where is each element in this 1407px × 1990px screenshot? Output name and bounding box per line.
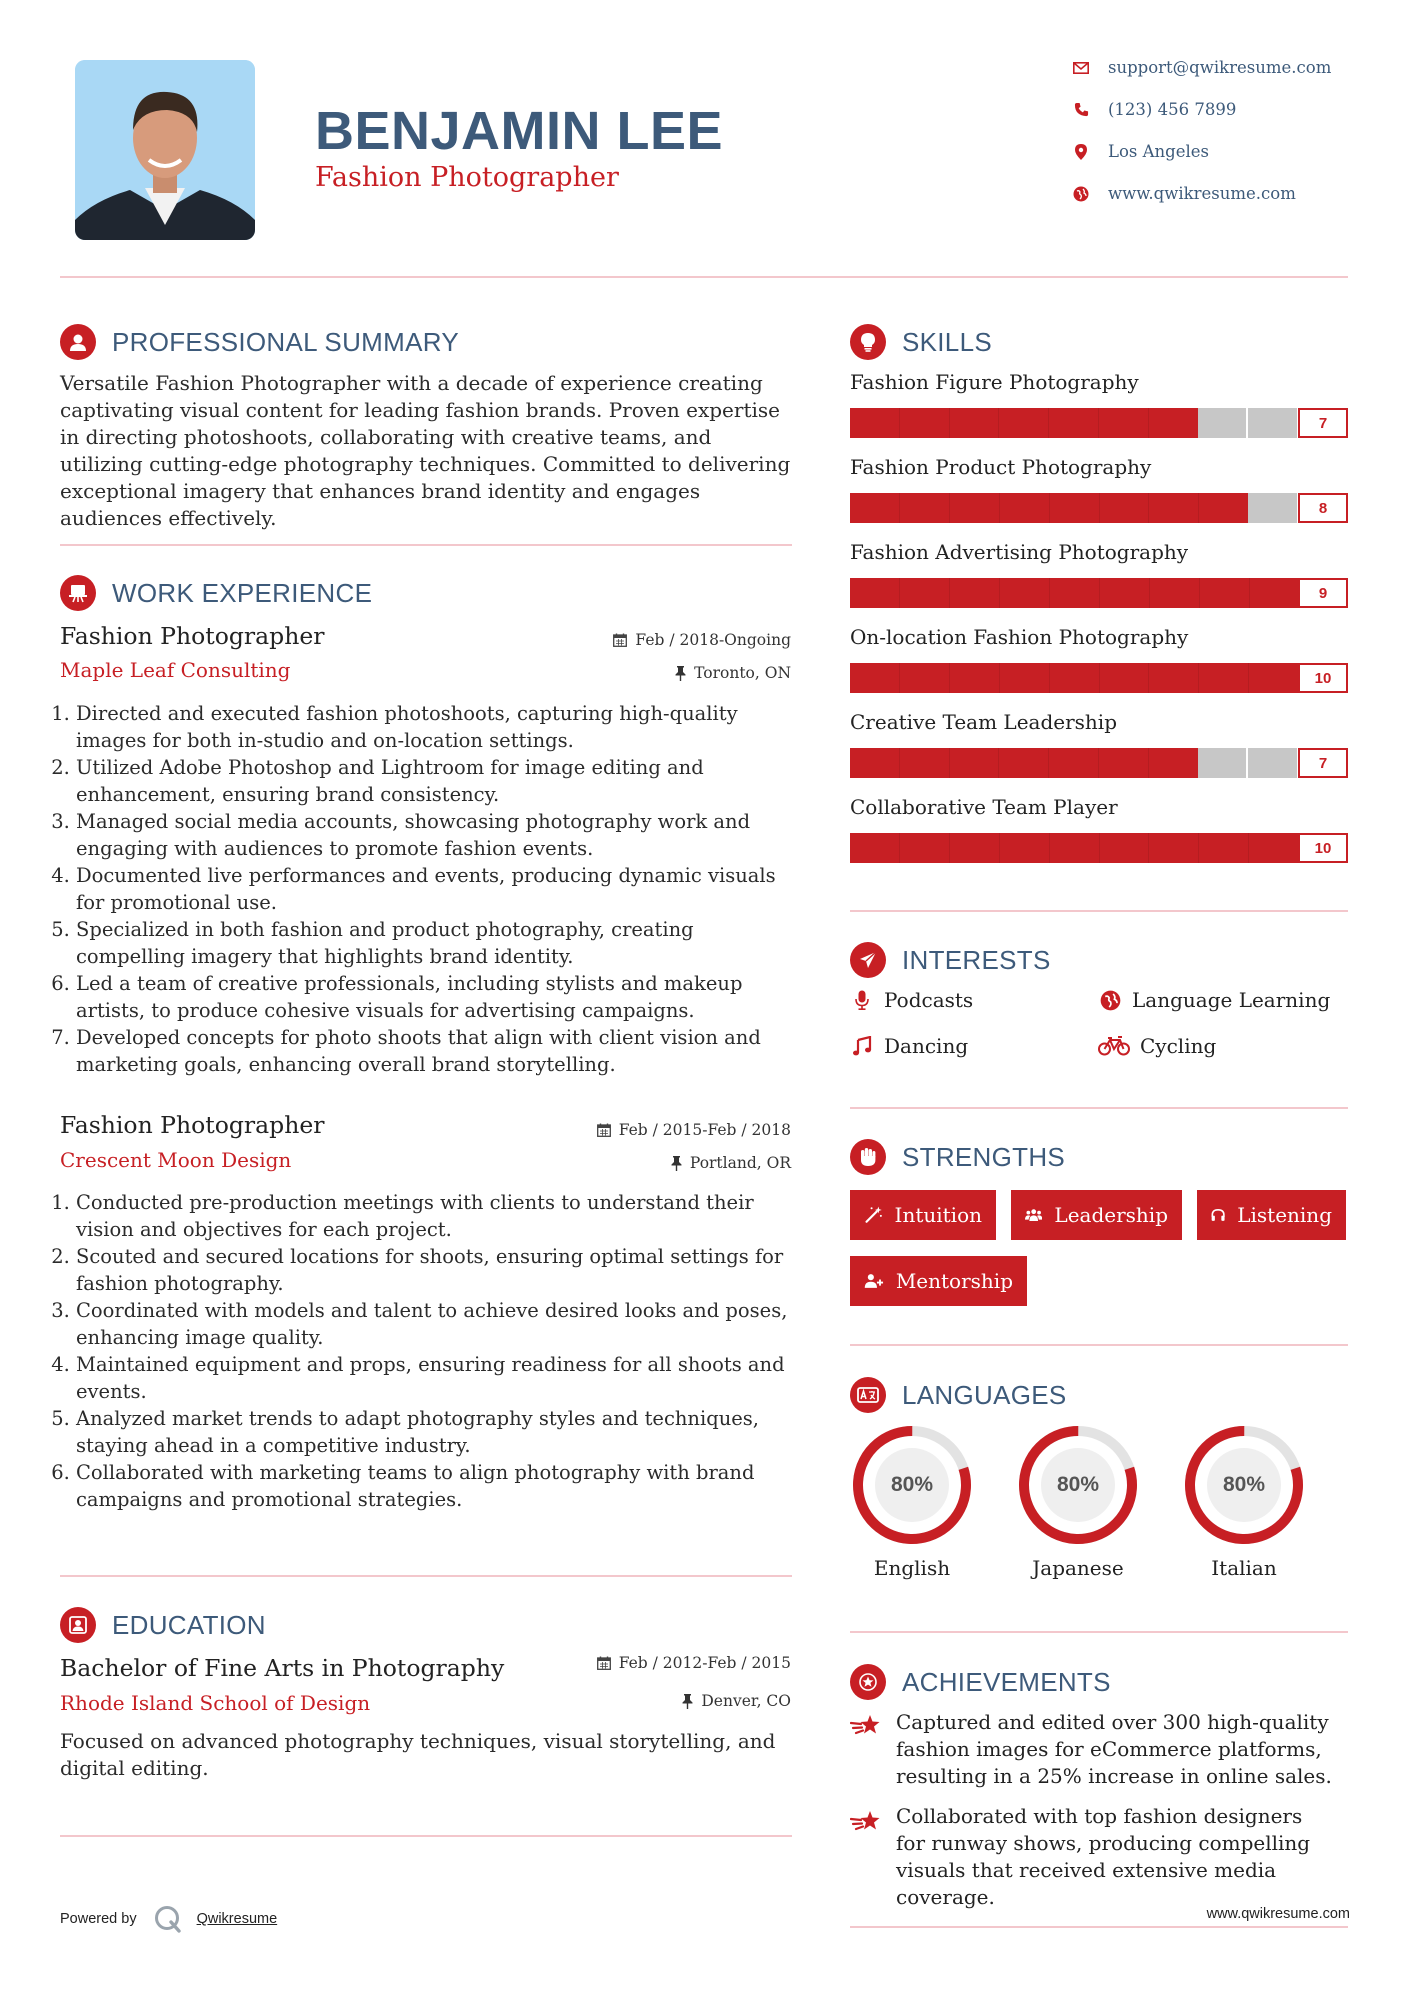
header-divider [60,276,1348,278]
summary-text: Versatile Fashion Photographer with a decade of experience creating captivating visual content for leading fashion brands. Proven expertise in directing photoshoots, collaborating with creative teams, and utilizing cutting-edge photography techniques. Committed to delivering exceptional imagery that enhances brand identity and engages audiences effectively. [60,371,791,530]
skill-segment-filled [1148,833,1198,863]
skills-heading: SKILLS [850,324,992,360]
qwikresume-logo-icon [153,1904,183,1934]
skill-segment-filled [1099,493,1149,523]
presentation-icon [60,575,96,611]
location-text: Los Angeles [1108,142,1209,161]
user-icon [60,324,96,360]
skill-bar [850,493,1348,523]
languages-heading: LANGUAGES [850,1377,1067,1413]
job-2-company: Crescent Moon Design [60,1148,292,1172]
skill-level-value: 7 [1298,748,1348,778]
envelope-icon [1072,59,1090,77]
contact-phone[interactable] [1072,100,1372,119]
skill-bar [850,663,1348,693]
skill-segment-filled [998,748,1048,778]
list-item: 2. Utilized Adobe Photoshop and Lightroom for image editing and enhancement, ensuring brand consistency. [76,754,793,808]
education-divider [60,1835,792,1837]
skill-segment-filled [899,833,949,863]
list-item: 5. Specialized in both fashion and product photography, creating compelling imagery that highlights brand identity. [76,916,793,970]
skill-segment-filled [850,578,899,608]
skill-bar [850,748,1348,778]
language-name: Italian [1211,1556,1277,1580]
skill-segment-filled [1199,578,1249,608]
lightbulb-icon [850,324,886,360]
candidate-name: BENJAMIN LEE [315,101,724,161]
skill-segment-filled [999,493,1049,523]
music-note-icon [850,1036,874,1056]
job-2-title: Fashion Photographer [60,1111,325,1139]
skill-segment-filled [1048,408,1098,438]
education-dates: Feb / 2012-Feb / 2015 [541,1654,791,1672]
skill-segment-filled [1249,578,1299,608]
qwikresume-link[interactable]: Qwikresume [196,1911,278,1927]
strength-badge-listening: Listening [1197,1190,1346,1240]
skill-segment-filled [949,493,999,523]
microphone-icon [850,990,874,1010]
skill-name: Collaborative Team Player [850,795,1118,819]
skills-divider [850,910,1348,912]
summary-divider [60,544,792,546]
globe-icon [1098,990,1122,1011]
skill-segment-filled [1198,663,1248,693]
skill-segment-filled [1049,578,1099,608]
skill-level-value: 8 [1298,493,1348,523]
job-1-title: Fashion Photographer [60,622,325,650]
languages-divider [850,1631,1348,1633]
strength-badge-mentorship: Mentorship [850,1256,1027,1306]
skill-name: Fashion Figure Photography [850,370,1139,394]
skill-segment-filled [1149,578,1199,608]
skill-segment-filled [1148,748,1198,778]
pushpin-icon [682,1694,693,1709]
users-icon [1025,1205,1042,1225]
language-icon [850,1377,886,1413]
language-ring [850,1423,974,1547]
list-item: 6. Led a team of creative professionals, including stylists and makeup artists, to produce cohesive visuals for advertising campaigns. [76,970,793,1024]
footer-divider [850,1926,1348,1928]
contact-website[interactable] [1072,184,1372,203]
skill-segment-empty [1248,408,1297,438]
interests-heading: INTERESTS [850,942,1051,978]
skill-segment-filled [949,748,999,778]
interest-dancing: Dancing [850,1034,968,1058]
skill-level-value: 9 [1298,578,1348,608]
job-1-duties [58,700,793,1078]
skill-segment-filled [949,578,999,608]
pushpin-icon [671,1156,682,1171]
skill-segment-filled [949,833,999,863]
skill-segment-filled [1248,833,1298,863]
education-location: Denver, CO [541,1692,791,1710]
footer-powered-by: Powered by Qwikresume [60,1904,277,1934]
pushpin-icon [675,666,686,681]
skill-name: Creative Team Leadership [850,710,1118,734]
strength-badge-intuition: Intuition [850,1190,996,1240]
contact-email[interactable] [1072,58,1372,77]
graduate-icon [60,1607,96,1643]
map-pin-icon [1072,143,1090,161]
skill-segment-filled [1098,408,1148,438]
language-percent: 80% [1056,1473,1100,1496]
skill-name: On-location Fashion Photography [850,625,1189,649]
profile-photo [75,60,255,240]
achievement-1: Captured and edited over 300 high-quality fashion images for eCommerce platforms, resulting in a 25% increase in online sales. [896,1710,1332,1788]
language-ring [1016,1423,1140,1547]
list-item: 4. Maintained equipment and props, ensuring readiness for all shoots and events. [76,1351,793,1405]
list-item: 2. Scouted and secured locations for shoots, ensuring optimal settings for fashion photography. [76,1243,793,1297]
language-percent: 80% [890,1473,934,1496]
skill-segment-filled [998,408,1048,438]
language-name: Japanese [1032,1556,1124,1580]
list-item: 1. Conducted pre-production meetings with clients to understand their vision and objectives for each project. [76,1189,793,1243]
job-1-company: Maple Leaf Consulting [60,658,291,682]
interests-divider [850,1107,1348,1109]
skill-segment-filled [899,408,949,438]
skill-segment-filled [949,663,999,693]
job-2-dates: Feb / 2015-Feb / 2018 [541,1121,791,1139]
skill-segment-filled [1098,748,1148,778]
skill-segment-filled [999,833,1049,863]
footer-url[interactable]: www.qwikresume.com [1206,1906,1350,1922]
calendar-icon [613,633,627,647]
skill-segment-filled [850,748,899,778]
language-percent: 80% [1222,1473,1266,1496]
interest-language-learning: Language Learning [1098,988,1330,1012]
job-2-duties [58,1189,793,1513]
skill-segment-filled [1198,493,1248,523]
experience-divider [60,1575,792,1577]
interest-cycling: Cycling [1098,1034,1216,1058]
skill-segment-empty [1248,493,1297,523]
bicycle-icon [1098,1036,1130,1056]
calendar-icon [597,1123,611,1137]
user-plus-icon [864,1271,884,1291]
education-degree: Bachelor of Fine Arts in Photography [60,1654,505,1682]
skill-segment-filled [899,663,949,693]
headphones-icon [1211,1205,1225,1225]
skill-segment-empty [1198,408,1247,438]
achievements-heading: ACHIEVEMENTS [850,1664,1111,1700]
skill-segment-filled [999,578,1049,608]
skill-segment-filled [899,578,949,608]
skill-segment-filled [1049,833,1099,863]
skill-name: Fashion Product Photography [850,455,1152,479]
summary-heading: PROFESSIONAL SUMMARY [60,324,459,360]
phone-icon [1072,101,1090,119]
skill-segment-filled [1049,663,1099,693]
skill-segment-filled [1099,663,1149,693]
education-school: Rhode Island School of Design [60,1691,371,1715]
skill-segment-filled [1248,663,1298,693]
skill-segment-filled [1049,493,1099,523]
skill-segment-filled [850,663,899,693]
list-item: 4. Documented live performances and events, producing dynamic visuals for promotional use. [76,862,793,916]
list-item: 5. Analyzed market trends to adapt photography styles and techniques, staying ahead in a competitive industry. [76,1405,793,1459]
skill-segment-filled [1148,408,1198,438]
skill-bar [850,578,1348,608]
magic-wand-icon [864,1204,883,1226]
list-item: 7. Developed concepts for photo shoots that align with client vision and marketing goals, enhancing overall brand storytelling. [76,1024,793,1078]
strength-badge-leadership: Leadership [1011,1190,1182,1240]
skill-segment-filled [899,748,949,778]
list-item: 6. Collaborated with marketing teams to align photography with brand campaigns and promotional strategies. [76,1459,793,1513]
language-ring [1182,1423,1306,1547]
strengths-heading: STRENGTHS [850,1139,1065,1175]
skill-segment-filled [850,493,899,523]
interest-podcasts: Podcasts [850,988,973,1012]
contact-location [1072,142,1372,161]
skill-segment-filled [949,408,999,438]
list-item: 1. Directed and executed fashion photoshoots, capturing high-quality images for both in-studio and on-location settings. [76,700,793,754]
shooting-star-icon [850,1807,884,1837]
skill-segment-filled [1048,748,1098,778]
skill-segment-empty [1248,748,1297,778]
skill-bar [850,833,1348,863]
fist-icon [850,1139,886,1175]
job-1-dates: Feb / 2018-Ongoing [541,631,791,649]
skill-segment-filled [1099,578,1149,608]
experience-heading: WORK EXPERIENCE [60,575,372,611]
strengths-divider [850,1344,1348,1346]
list-item: 3. Managed social media accounts, showcasing photography work and engaging with audiences to promote fashion events. [76,808,793,862]
skill-segment-empty [1198,748,1247,778]
skill-level-value: 7 [1298,408,1348,438]
skill-name: Fashion Advertising Photography [850,540,1189,564]
skill-segment-filled [899,493,949,523]
shooting-star-icon [850,1711,884,1741]
job-2-location: Portland, OR [541,1154,791,1172]
website-text: www.qwikresume.com [1108,184,1296,203]
language-name: English [873,1556,951,1580]
calendar-icon [597,1656,611,1670]
paper-plane-icon [850,942,886,978]
skill-segment-filled [1099,833,1149,863]
skill-segment-filled [999,663,1049,693]
skill-bar [850,408,1348,438]
skill-level-value: 10 [1298,833,1348,863]
skill-segment-filled [1148,663,1198,693]
skill-segment-filled [850,833,899,863]
skill-segment-filled [1198,833,1248,863]
education-heading: EDUCATION [60,1607,266,1643]
list-item: 3. Coordinated with models and talent to achieve desired looks and poses, enhancing image quality. [76,1297,793,1351]
job-1-location: Toronto, ON [541,664,791,682]
achievement-2: Collaborated with top fashion designers for runway shows, producing compelling visuals that received extensive media coverage. [896,1804,1311,1909]
skill-segment-filled [850,408,899,438]
skill-level-value: 10 [1298,663,1348,693]
globe-icon [1072,185,1090,203]
skill-segment-filled [1148,493,1198,523]
candidate-role: Fashion Photographer [315,162,619,193]
phone-text: (123) 456 7899 [1108,100,1237,119]
email-text: support@qwikresume.com [1108,58,1332,77]
education-description: Focused on advanced photography techniques, visual storytelling, and digital editing. [60,1729,776,1780]
star-badge-icon [850,1664,886,1700]
